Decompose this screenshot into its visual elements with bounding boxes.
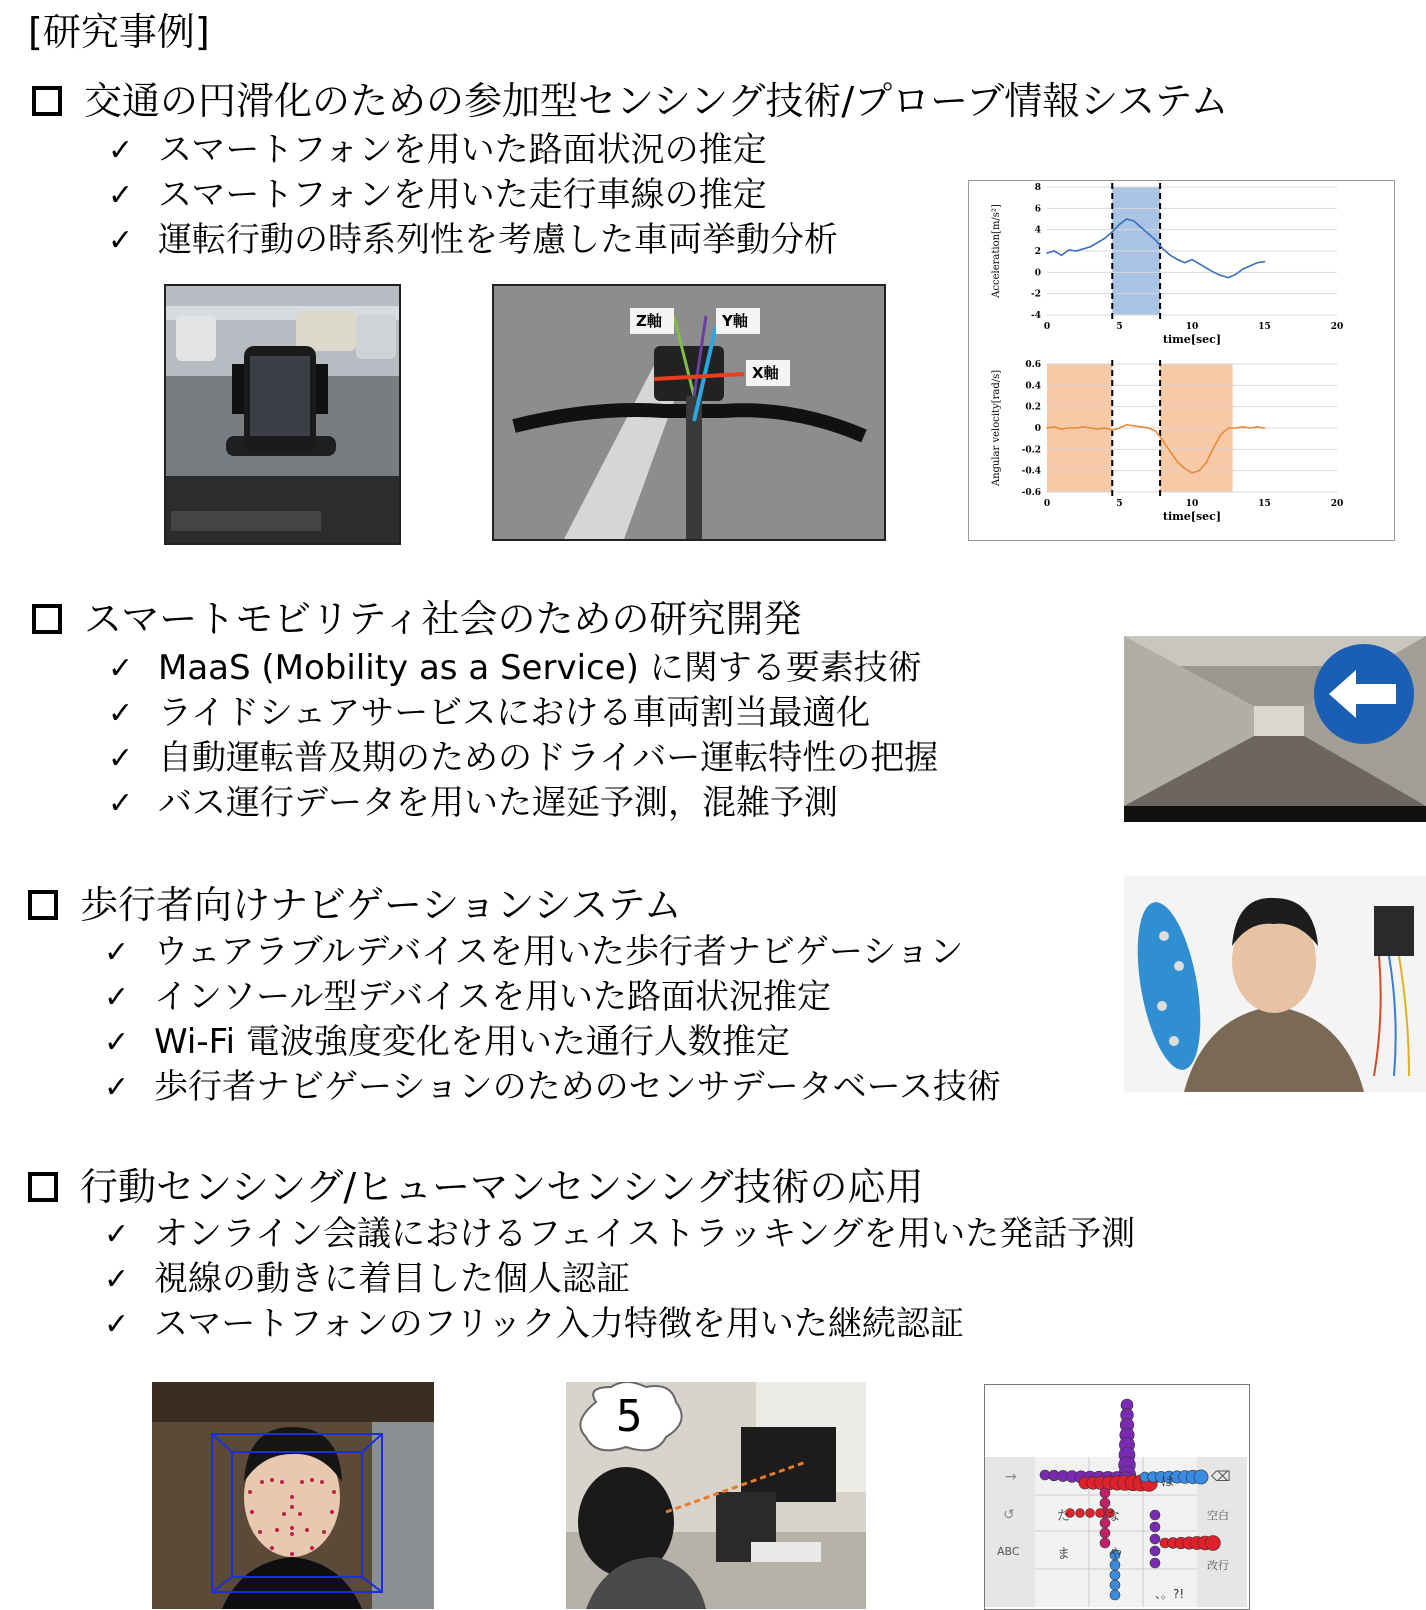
kbd-key-ma: ま	[1057, 1547, 1071, 1562]
list-item: ✓ 運転行動の時系列性を考慮した車両挙動分析	[108, 218, 838, 263]
kbd-key-punct: 、。?!	[1155, 1587, 1185, 1601]
flick-trace-point	[1150, 1510, 1160, 1520]
chart-data-point	[1068, 427, 1070, 429]
chart-x-tick-label: 20	[1330, 322, 1344, 332]
chart-data-point	[1191, 259, 1193, 261]
flick-trace-point	[1100, 1528, 1110, 1538]
list-item: ✓ 自動運転普及期のためのドライバー運転特性の把握	[108, 736, 938, 781]
chart-data-point	[1177, 461, 1179, 463]
chart-x-tick-label: 20	[1330, 499, 1344, 509]
chart-data-point	[1133, 425, 1135, 427]
chart-data-point	[1053, 250, 1055, 252]
section-title-text: 行動センシング/ヒューマンセンシング技術の応用	[80, 1165, 924, 1209]
list-item: ✓ スマートフォンを用いた路面状況の推定	[108, 128, 838, 173]
chart-data-point	[1119, 427, 1121, 429]
chart-y-tick-label: -2	[1031, 289, 1041, 300]
chart-data-point	[1191, 472, 1193, 474]
chart-data-point	[1140, 426, 1142, 428]
check-icon: ✓	[108, 741, 134, 776]
chart-data-point	[1198, 470, 1200, 472]
chart-data-point	[1227, 277, 1229, 279]
kbd-key-undo: ↺	[1003, 1507, 1015, 1523]
chart-data-point	[1053, 426, 1055, 428]
bicycle-axes-photo	[492, 284, 886, 541]
flick-trace-point	[1150, 1534, 1160, 1544]
square-bullet-icon	[28, 1172, 58, 1202]
chart-data-point	[1090, 427, 1092, 429]
chart-data-point	[1133, 220, 1135, 222]
chart-data-point	[1242, 426, 1244, 428]
flick-trace-point	[1110, 1580, 1120, 1590]
chart-data-point	[1206, 267, 1208, 269]
chart-data-point	[1068, 249, 1070, 251]
list-item: ✓ Wi-Fi 電波強度変化を用いた通行人数推定	[104, 1020, 1001, 1065]
chart-data-point	[1075, 427, 1077, 429]
chart-data-point	[1249, 265, 1251, 267]
chart-data-point	[1220, 434, 1222, 436]
flick-trace-point	[1110, 1590, 1120, 1600]
chart-data-point	[1235, 427, 1237, 429]
list-item: ✓ ライドシェアサービスにおける車両割当最適化	[108, 691, 938, 736]
check-icon: ✓	[104, 935, 130, 970]
section-title-2	[32, 596, 801, 642]
section-title-4	[28, 1164, 924, 1210]
chart-data-point	[1140, 227, 1142, 229]
gaze-digit: 5	[616, 1391, 643, 1442]
chart-y-tick-label: 4	[1034, 225, 1041, 236]
chart-data-point	[1155, 430, 1157, 432]
list-item: ✓ スマートフォンのフリック入力特徴を用いた継続認証	[104, 1302, 1135, 1347]
kbd-key-ya: や	[1109, 1547, 1123, 1562]
chart-data-point	[1162, 440, 1164, 442]
chart-data-point	[1213, 446, 1215, 448]
section-3-list	[104, 930, 1001, 1110]
kbd-key-space: 空白	[1207, 1509, 1229, 1522]
sensor-charts	[968, 180, 1395, 541]
check-icon: ✓	[108, 786, 134, 821]
chart-data-point	[1184, 262, 1186, 264]
kbd-key-arrow: →	[1005, 1469, 1017, 1485]
chart-data-point	[1213, 272, 1215, 274]
chart-x-tick-label: 5	[1116, 499, 1123, 509]
kbd-key-enter: 改行	[1207, 1559, 1229, 1572]
list-item: ✓ 視線の動きに着目した個人認証	[104, 1257, 1135, 1302]
list-item: ✓ インソール型デバイスを用いた路面状況推定	[104, 975, 1001, 1020]
chart-data-point	[1177, 259, 1179, 261]
chart-data-point	[1097, 428, 1099, 430]
section-title-1	[32, 78, 1228, 124]
chart-data-point	[1075, 250, 1077, 252]
chart-data-point	[1061, 254, 1063, 256]
check-icon: ✓	[108, 178, 134, 213]
chart-data-point	[1184, 468, 1186, 470]
chart-data-point	[1256, 262, 1258, 264]
chart-data-point	[1111, 231, 1113, 233]
chart-data-point	[1148, 427, 1150, 429]
chart-data-point	[1126, 424, 1128, 426]
chart-x-tick-label: 0	[1043, 322, 1051, 332]
gaze-authentication-photo	[566, 1382, 866, 1609]
chart-data-point	[1082, 426, 1084, 428]
section-title-text: 歩行者向けナビゲーションシステム	[80, 883, 682, 927]
x-axis-label: X軸	[752, 364, 779, 382]
chart-data-point	[1227, 427, 1229, 429]
chart-data-point	[1264, 261, 1266, 263]
flick-trace-point	[1206, 1536, 1221, 1551]
section-title-text: スマートモビリティ社会のための研究開発	[84, 597, 802, 641]
square-bullet-icon	[32, 86, 62, 116]
chart-data-point	[1169, 254, 1171, 256]
chart-data-point	[1198, 263, 1200, 265]
y-axis-label: Y軸	[722, 312, 748, 330]
chart-x-axis-label: time[sec]	[1162, 510, 1222, 523]
chart-y-tick-label: 8	[1034, 183, 1041, 193]
flick-trace-point	[1150, 1558, 1160, 1568]
chart-y-tick-label: 0.2	[1025, 402, 1041, 413]
chart-y-tick-label: -0.4	[1021, 466, 1041, 477]
square-bullet-icon	[32, 604, 62, 634]
check-icon: ✓	[104, 1217, 130, 1252]
chart-data-point	[1206, 461, 1208, 463]
flick-keyboard-visualization	[984, 1384, 1250, 1610]
flick-keyboard-svg	[985, 1385, 1247, 1607]
check-icon: ✓	[104, 1262, 130, 1297]
check-icon: ✓	[108, 696, 134, 731]
kbd-key-ta: た	[1057, 1509, 1071, 1524]
chart-data-point	[1235, 274, 1237, 276]
chart-data-point	[1061, 428, 1063, 430]
chart-y-tick-label: 6	[1034, 204, 1041, 215]
car-smartphone-photo	[164, 284, 401, 545]
chart-y-tick-label: 0.4	[1025, 381, 1041, 392]
chart-data-point	[1264, 427, 1266, 429]
square-bullet-icon	[28, 890, 58, 920]
chart-y-tick-label: -0.2	[1021, 445, 1041, 456]
check-icon: ✓	[104, 1070, 130, 1105]
corridor-navigation-photo	[1124, 636, 1426, 822]
chart-data-point	[1249, 427, 1251, 429]
list-item: ✓ ウェアラブルデバイスを用いた歩行者ナビゲーション	[104, 930, 1001, 975]
chart-data-point	[1220, 275, 1222, 277]
chart-y-axis-label: Acceleration[m/s²]	[991, 204, 1002, 298]
insole-device-photo	[1124, 876, 1426, 1092]
chart-data-point	[1155, 240, 1157, 242]
flick-trace-point	[1150, 1546, 1160, 1556]
chart-data-point	[1162, 248, 1164, 250]
check-icon: ✓	[104, 1025, 130, 1060]
z-axis-label: Z軸	[636, 312, 662, 330]
chart-y-tick-label: 0	[1034, 268, 1041, 279]
check-icon: ✓	[108, 651, 134, 686]
list-item: ✓ バス運行データを用いた遅延予測，混雑予測	[108, 781, 938, 826]
flick-trace-point	[1150, 1522, 1160, 1532]
sensor-charts-svg	[969, 181, 1394, 540]
chart-x-tick-label: 10	[1185, 322, 1199, 332]
flick-trace-point	[1096, 1509, 1105, 1518]
chart-data-point	[1097, 242, 1099, 244]
chart-data-point	[1256, 426, 1258, 428]
flick-trace-point	[1076, 1509, 1085, 1518]
list-item: ✓ オンライン会議におけるフェイストラッキングを用いた発話予測	[104, 1212, 1135, 1257]
chart-y-tick-label: 0.6	[1025, 360, 1041, 370]
section-title-3	[28, 882, 682, 928]
kbd-key-ha: は	[1161, 1475, 1175, 1490]
chart-y-axis-label: Angular velocity[rad/s]	[991, 369, 1002, 487]
section-2-list	[108, 646, 938, 826]
check-icon: ✓	[108, 133, 134, 168]
chart-data-point	[1111, 429, 1113, 431]
flick-trace-point	[1110, 1570, 1120, 1580]
chart-x-axis-label: time[sec]	[1162, 333, 1222, 346]
chart-data-point	[1119, 224, 1121, 226]
section-1-list	[108, 128, 838, 263]
chart-x-tick-label: 15	[1258, 322, 1271, 332]
chart-y-tick-label: 2	[1034, 247, 1041, 257]
page-label: [研究事例]	[28, 10, 210, 54]
chart-x-tick-label: 10	[1185, 499, 1199, 509]
chart-data-point	[1082, 248, 1084, 250]
chart-x-tick-label: 5	[1116, 322, 1123, 332]
kbd-key-backspace: ⌫	[1211, 1469, 1231, 1485]
chart-y-tick-label: 0	[1034, 424, 1041, 434]
list-item: ✓ MaaS (Mobility as a Service) に関する要素技術	[108, 646, 938, 691]
flick-trace-point	[1086, 1509, 1095, 1518]
section-title-text: 交通の円滑化のための参加型センシング技術/プローブ情報システム	[84, 79, 1229, 123]
chart-data-point	[1046, 427, 1048, 429]
check-icon: ✓	[104, 980, 130, 1015]
flick-trace-point	[1100, 1488, 1110, 1498]
chart-data-point	[1104, 427, 1106, 429]
chart-data-point	[1104, 237, 1106, 239]
chart-x-tick-label: 0	[1043, 499, 1051, 509]
chart-x-tick-label: 15	[1258, 499, 1271, 509]
list-item: ✓ 歩行者ナビゲーションのためのセンサデータベース技術	[104, 1065, 1001, 1110]
list-item: ✓ スマートフォンを用いた走行車線の推定	[108, 173, 838, 218]
section-4-list	[104, 1212, 1135, 1347]
kbd-key-abc: ABC	[997, 1545, 1020, 1558]
face-tracking-photo	[152, 1382, 434, 1609]
flick-trace-point	[1194, 1470, 1208, 1484]
chart-data-point	[1090, 246, 1092, 248]
chart-y-tick-label: -0.6	[1021, 488, 1041, 498]
kbd-key-na: な	[1107, 1509, 1121, 1524]
chart-data-point	[1046, 252, 1048, 254]
chart-y-tick-label: -4	[1031, 311, 1041, 321]
chart-data-point	[1126, 218, 1128, 220]
check-icon: ✓	[104, 1307, 130, 1342]
chart-data-point	[1169, 451, 1171, 453]
check-icon: ✓	[108, 223, 134, 258]
chart-data-point	[1242, 268, 1244, 270]
chart-data-point	[1148, 233, 1150, 235]
